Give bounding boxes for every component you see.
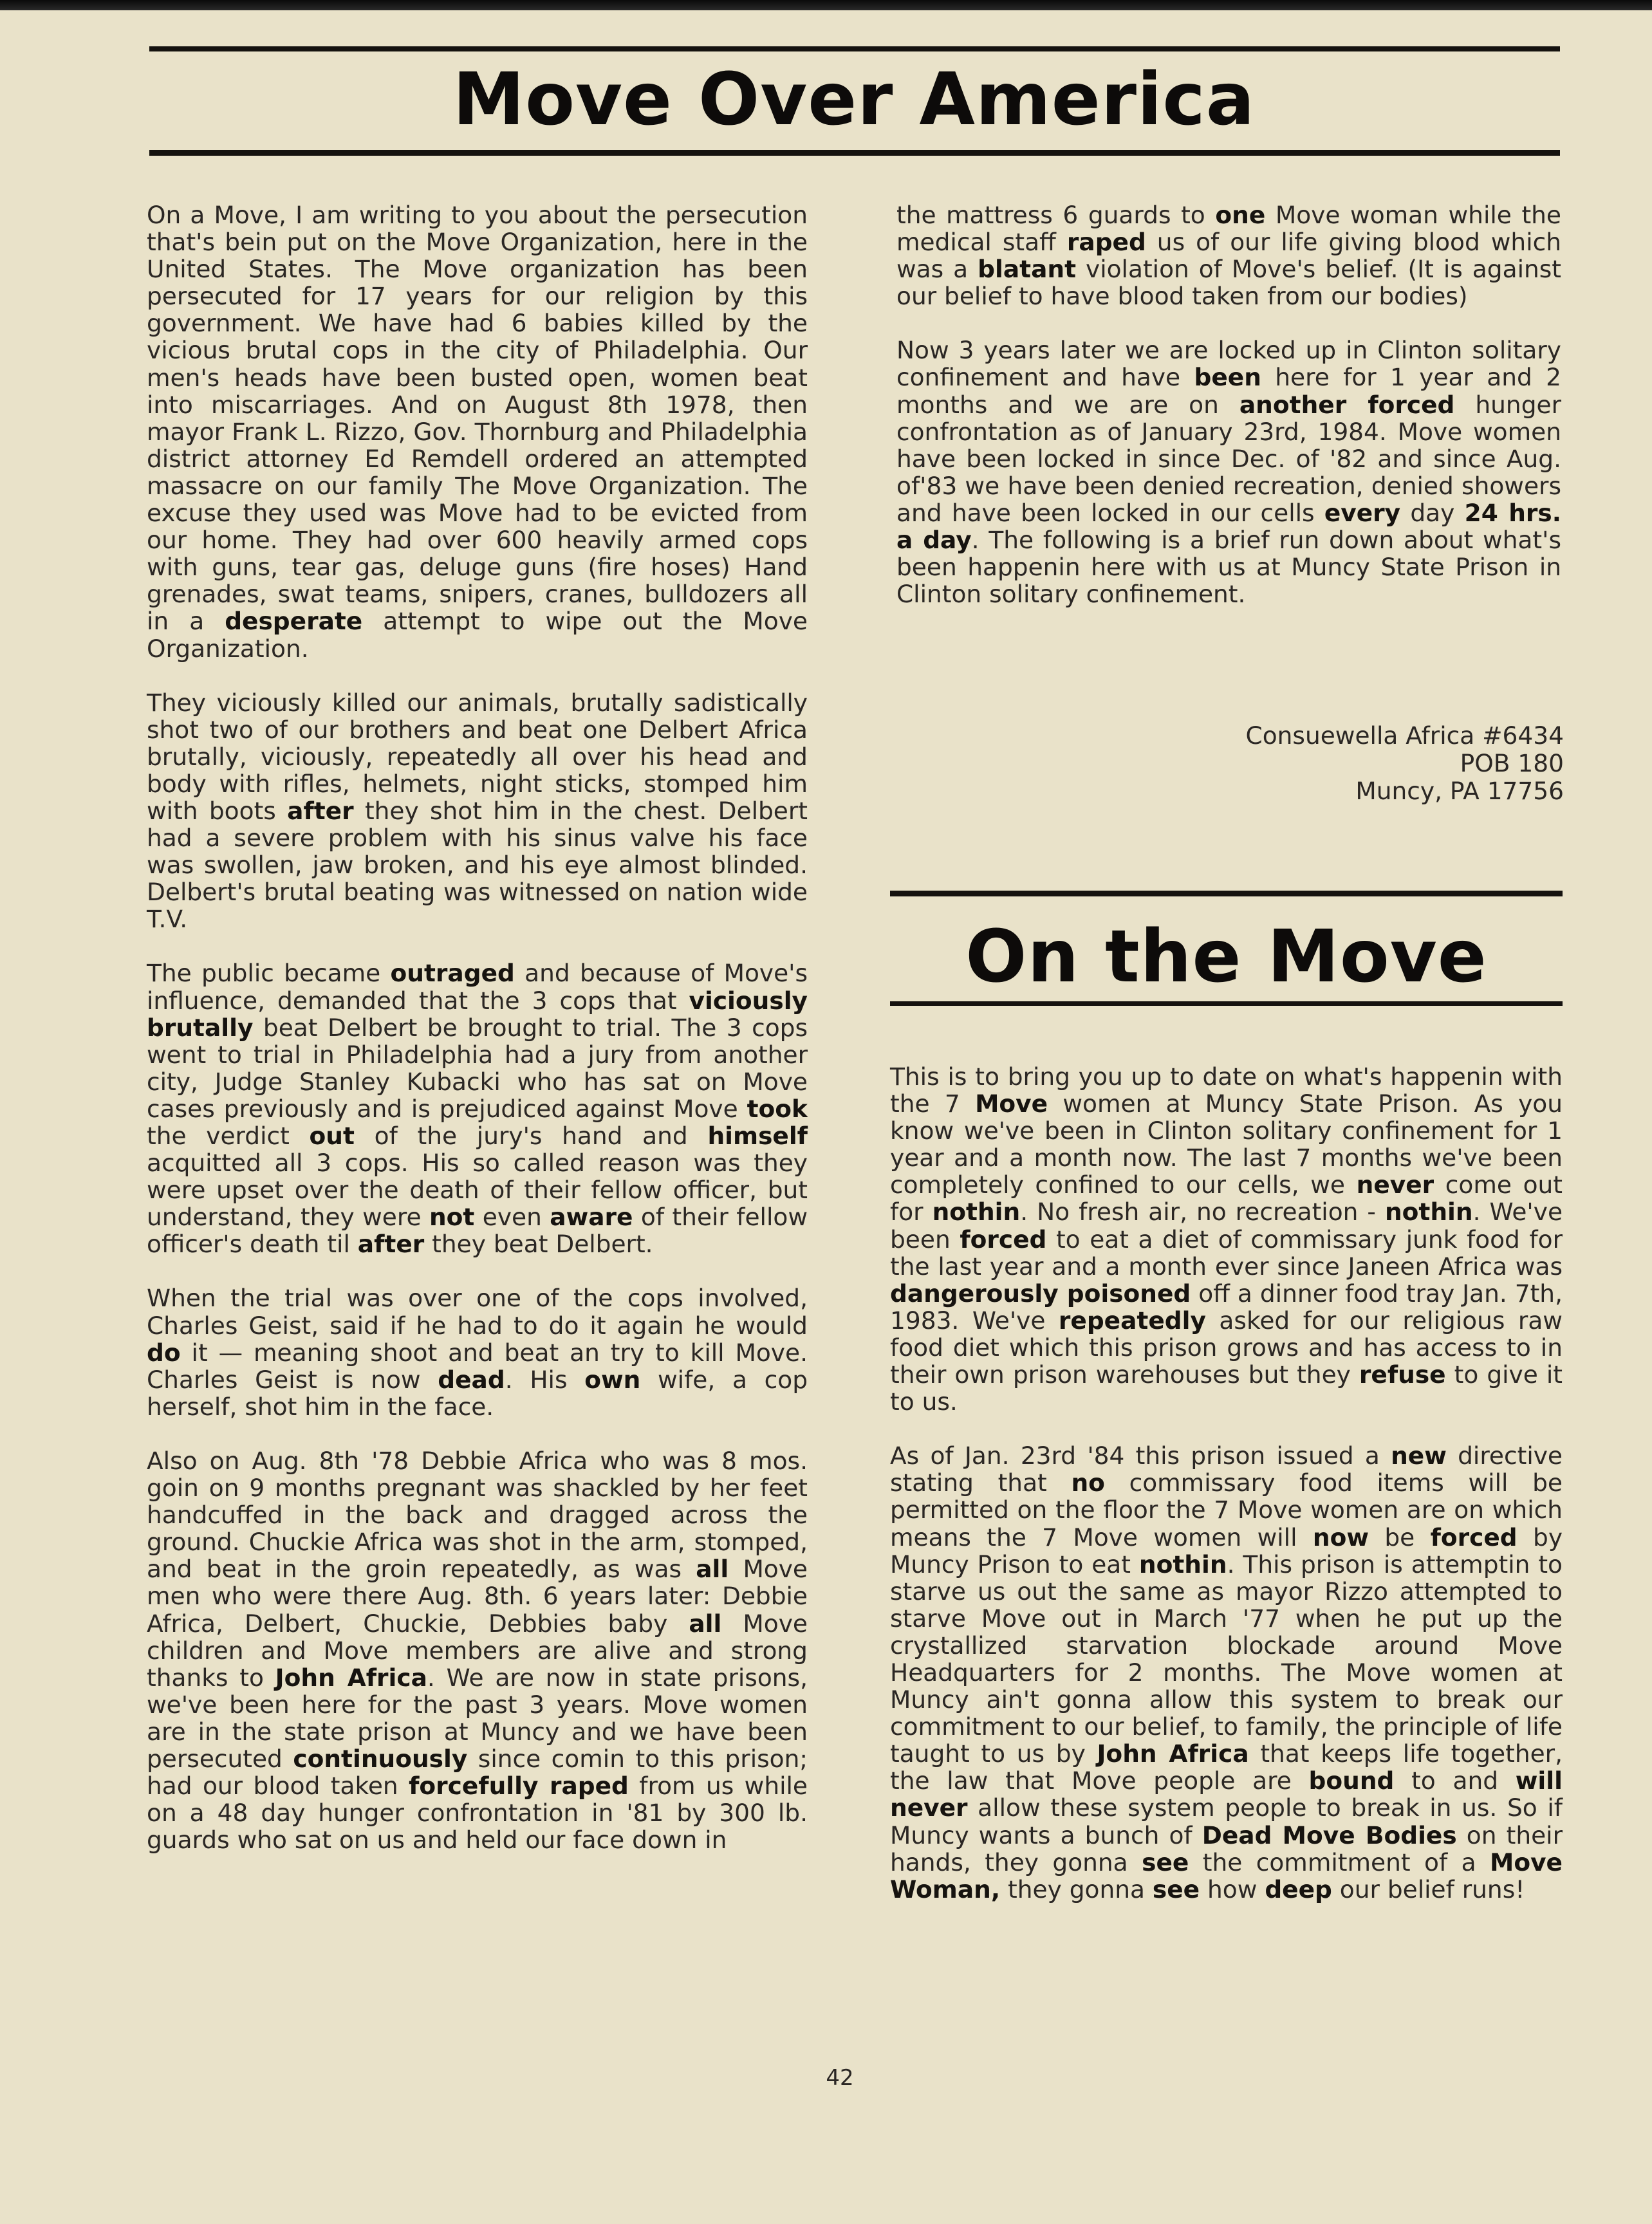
text-run: Also on Aug. 8th '78 Debbie Africa who was 8 mos. goin on 9 months pregnant was shackled by her feet handcuffed in the back and dragged across the ground. Chuckie Africa was shot in the arm, stomped, and beat in the groin repeatedly, as was [147, 1446, 808, 1584]
emphasis-text: see [1142, 1848, 1189, 1876]
emphasis-text: now [1312, 1523, 1369, 1552]
paragraph [147, 1284, 808, 1420]
paragraph [147, 201, 808, 662]
section-rule-bottom [890, 1001, 1563, 1006]
title-rule-top [149, 46, 1560, 51]
text-run: they shot him in the chest. Delbert had a severe problem with his sinus valve his face was swollen, jaw broken, and his eye almost blinded. Delbert's brutal beating was witnessed on nation wide T.V. [147, 796, 808, 934]
text-run: off a dinner food tray Jan. 7th, 1983. We've [890, 1279, 1563, 1335]
emphasis-text: dangerously poisoned [890, 1279, 1191, 1308]
text-run: commissary food items will be permitted on the floor the 7 Move women are on which means the 7 Move women will [890, 1469, 1563, 1552]
text-run: . This prison is attemptin to starve us out the same as mayor Rizzo attempted to starve Move out in March '77 when he put up the crystallized starvation blockade around Move Headquarters for 2 months. The Move women at Muncy ain't gonna allow this system to break our commitment to our belief, to family, the principle of life taught to us by [890, 1550, 1563, 1768]
text-run: women at Muncy State Prison. As you know we've been in Clinton solitary confinement for 1 year and a month now. The last 7 months we've been completely confined to our cells, we [890, 1089, 1563, 1200]
article-left-column [147, 201, 808, 1853]
text-run: wife, a cop herself, shot him in the face. [147, 1365, 808, 1421]
emphasis-text: own [584, 1365, 641, 1394]
text-run: On a Move, I am writing to you about the persecution that's bein put on the Move Organization, here in the United States. The Move organization has been persecuted for 17 years for our religion by this government. We have had 6 babies killed by the vicious brutal cops in the city of Philadelphia. Our men's heads have been busted open, women beat into miscarriages. And on August 8th 1978, then mayor Frank L. Rizzo, Gov. Thornburg and Philadelphia district attorney Ed Remdell ordered an attempted massacre on our family The Move Organization. The excuse they used was Move had to be evicted from our home. They had over 600 heavily armed cops with guns, tear gas, deluge guns (fire hoses) Hand grenades, swat teams, snipers, cranes, bulldozers all in a [147, 201, 808, 636]
emphasis-text: repeatedly [1058, 1306, 1206, 1335]
text-run: from us while on a 48 day hunger confrontation in '81 by 300 lb. guards who sat on us and held our face down in [147, 1772, 808, 1855]
emphasis-text: one [1215, 201, 1266, 229]
article-right-column [896, 201, 1561, 607]
text-run: by Muncy Prison to eat [890, 1523, 1563, 1579]
text-run: The public became [147, 959, 391, 988]
text-run: to and [1394, 1766, 1516, 1795]
text-run: . The following is a brief run down about what's been happenin here with us at Muncy State Prison in Clinton solitary confinement. [896, 526, 1561, 609]
paragraph [147, 689, 808, 933]
emphasis-text: every [1324, 498, 1401, 527]
text-run: and because of Move's influence, demanded that the 3 cops that [147, 959, 808, 1015]
text-run: . We've been [890, 1198, 1563, 1254]
emphasis-text: viciously brutally [147, 986, 808, 1042]
paragraph [896, 337, 1561, 607]
emphasis-text: no [1071, 1469, 1105, 1497]
text-run: allow these system people to break in us. So if Muncy wants a bunch of [890, 1793, 1563, 1849]
section-title: On the Move [965, 915, 1487, 999]
emphasis-text: after [357, 1230, 425, 1259]
emphasis-text: bound [1308, 1766, 1395, 1795]
emphasis-text: refuse [1359, 1360, 1446, 1389]
text-run: that keeps life together, the law that Move people are [890, 1739, 1563, 1795]
emphasis-text: Move [975, 1089, 1048, 1118]
text-run: This is to bring you up to date on what's happenin with the 7 [890, 1062, 1563, 1118]
emphasis-text: aware [550, 1203, 633, 1232]
emphasis-text: forced [960, 1225, 1047, 1254]
emphasis-text: continuously [293, 1744, 468, 1773]
signature-name: Consuewella Africa #6434 [1245, 721, 1564, 750]
emphasis-text: another forced [1239, 390, 1455, 419]
text-run: it — meaning shoot and beat an try to kill Move. Charles Geist is now [147, 1338, 808, 1394]
text-run: be [1368, 1523, 1431, 1552]
text-run: the commitment of a [1189, 1848, 1490, 1876]
paragraph [890, 1063, 1563, 1415]
text-run: they beat Delbert. [424, 1230, 653, 1259]
signature-box: POB 180 [1460, 749, 1564, 777]
text-run: . We are now in state prisons, we've been here for the past 3 years. Move women are in the state prison at Muncy and we have been persecuted [147, 1663, 808, 1773]
text-run: Move woman while the medical staff [896, 201, 1562, 257]
page-number: 42 [826, 2065, 854, 2091]
text-run: on their hands, they gonna [890, 1821, 1563, 1876]
emphasis-text: will never [890, 1766, 1563, 1822]
emphasis-text: new [1391, 1441, 1447, 1470]
paragraph [896, 201, 1561, 310]
emphasis-text: after [287, 796, 354, 825]
emphasis-text: out [309, 1122, 355, 1150]
text-run: they gonna [1000, 1875, 1153, 1904]
text-run: . His [505, 1365, 585, 1394]
paragraph [147, 959, 808, 1257]
text-run: When the trial was over one of the cops involved, Charles Geist, said if he had to do it again he would [147, 1284, 808, 1340]
text-run: here for 1 year and 2 months and we are on [896, 363, 1562, 419]
emphasis-text: raped [1066, 228, 1146, 257]
text-run: the verdict [147, 1122, 310, 1150]
section-body [890, 1063, 1563, 1903]
emphasis-text: Dead Move Bodies [1202, 1821, 1457, 1849]
emphasis-text: do [147, 1338, 181, 1367]
article-title: Move Over America [452, 58, 1256, 142]
text-run: violation of Move's belief. (It is against our belief to have blood taken from our bodies) [896, 255, 1561, 311]
text-run: day [1400, 498, 1465, 527]
text-run: to give it to us. [890, 1360, 1563, 1416]
emphasis-text: nothin [1138, 1550, 1227, 1579]
emphasis-text: nothin [1384, 1198, 1473, 1227]
text-run: of their fellow officer's death til [147, 1203, 808, 1259]
emphasis-text: John Africa [1097, 1739, 1249, 1768]
emphasis-text: all [696, 1555, 729, 1584]
text-run: even [474, 1203, 550, 1232]
emphasis-text: see [1152, 1875, 1200, 1904]
emphasis-text: desperate [225, 607, 363, 636]
text-run: how [1200, 1875, 1265, 1904]
text-run: directive stating that [890, 1441, 1563, 1497]
text-run: since comin to this prison; had our blood taken [147, 1744, 808, 1801]
page-top-edge [0, 0, 1652, 10]
section-rule-top [890, 891, 1563, 896]
paragraph [890, 1442, 1563, 1903]
text-run: of the jury's hand and [354, 1122, 708, 1150]
emphasis-text: himself [707, 1122, 808, 1150]
emphasis-text: deep [1265, 1875, 1332, 1904]
emphasis-text: John Africa [275, 1663, 427, 1692]
emphasis-text: not [429, 1203, 475, 1232]
emphasis-text: took [747, 1094, 808, 1123]
text-run: hunger confrontation as of January 23rd, 1984. Move women have been locked in since Dec. of '82 and since Aug. of'83 we have been denied recreation, denied showers and have been locked in our cells [896, 390, 1561, 527]
text-run: As of Jan. 23rd '84 this prison issued a [890, 1441, 1391, 1470]
text-run: Move children and Move members are alive and strong thanks to [147, 1609, 808, 1692]
emphasis-text: outraged [390, 959, 515, 988]
emphasis-text: never [1356, 1171, 1434, 1200]
text-run: acquitted all 3 cops. His so called reason was they were upset over the death of their fellow officer, but understand, they were [147, 1149, 808, 1232]
signature-city: Muncy, PA 17756 [1355, 777, 1564, 805]
text-run: our belief runs! [1332, 1875, 1525, 1904]
text-run: . No fresh air, no recreation - [1020, 1198, 1385, 1227]
emphasis-text: 24 hrs. a day [896, 498, 1561, 555]
text-run: beat Delbert be brought to trial. The 3 cops went to trial in Philadelphia had a jury from another city, Judge Stanley Kubacki who has sat on Move cases previously and is prejudiced against Move [147, 1013, 808, 1123]
text-run: attempt to wipe out the Move Organization. [147, 607, 808, 663]
title-rule-bottom [149, 150, 1560, 156]
emphasis-text: Move Woman, [890, 1848, 1563, 1904]
text-run: us of our life giving blood which was a [896, 228, 1561, 284]
emphasis-text: dead [438, 1365, 505, 1394]
text-run: come out for [890, 1171, 1563, 1227]
paragraph [147, 1447, 808, 1853]
emphasis-text: forced [1430, 1523, 1517, 1552]
text-run: to eat a diet of commissary junk food for the last year and a month ever since Janeen Africa was [890, 1225, 1563, 1281]
text-run: They viciously killed our animals, brutally sadistically shot two of our brothers and beat one Delbert Africa brutally, viciously, repeatedly all over his head and body with rifles, helmets, night sticks, stomped him with boots [147, 688, 808, 825]
emphasis-text: nothin [932, 1198, 1021, 1227]
text-run: asked for our religious raw food diet which this prison grows and has access to in their own prison warehouses but they [890, 1306, 1563, 1389]
emphasis-text: forcefully raped [409, 1772, 629, 1801]
text-run: Move men who were there Aug. 8th. 6 years later: Debbie Africa, Delbert, Chuckie, Debbies baby [147, 1555, 808, 1638]
emphasis-text: all [689, 1609, 722, 1638]
emphasis-text: been [1194, 363, 1261, 392]
emphasis-text: blatant [978, 255, 1077, 284]
text-run: Now 3 years later we are locked up in Clinton solitary confinement and have [896, 336, 1561, 392]
signature-block [1030, 722, 1564, 805]
text-run: the mattress 6 guards to [896, 201, 1216, 229]
